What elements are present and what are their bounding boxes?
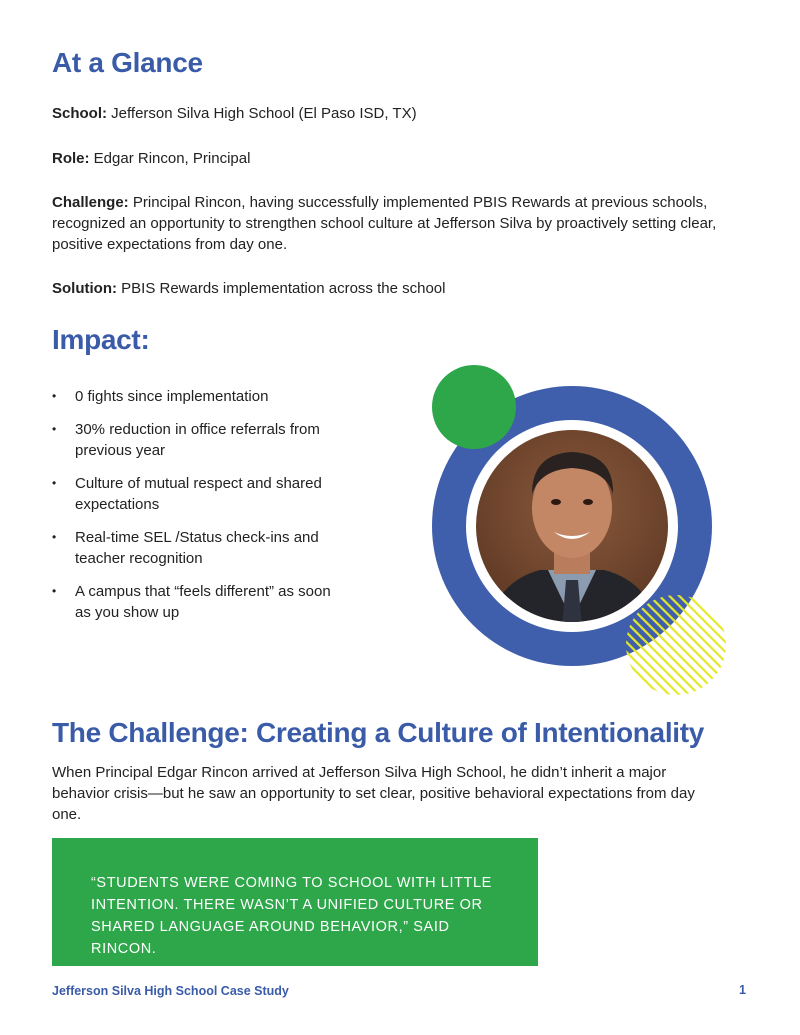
quote-text: “STUDENTS WERE COMING TO SCHOOL WITH LITTLE INTENTION. THERE WASN’T A UNIFIED CULTURE OR SHARED LANGUAGE AROUND BEHAVIOR,” SAID RINCON. xyxy=(91,875,492,957)
footer-title: Jefferson Silva High School Case Study xyxy=(52,984,289,998)
impact-list xyxy=(52,386,335,635)
impact-heading: Impact: xyxy=(52,324,150,355)
impact-item: • A campus that “feels different” as soon as you show up xyxy=(52,581,335,623)
at-a-glance-heading: At a Glance xyxy=(52,47,203,78)
challenge-label: Challenge: xyxy=(52,194,129,211)
challenge-body: When Principal Edgar Rincon arrived at Jefferson Silva High School, he didn’t inherit a major behavior crisis—but he saw an opportunity to set clear, positive behavioral expectations from day one. xyxy=(52,764,695,823)
quote-box xyxy=(52,838,538,966)
challenge-value: Principal Rincon, having successfully implemented PBIS Rewards at previous schools, recognized an opportunity to strengthen school culture at Jefferson Silva by proactively setting clear, positive expectations from day one. xyxy=(52,194,717,253)
school-value: Jefferson Silva High School (El Paso ISD, TX) xyxy=(111,105,417,122)
school-label: School: xyxy=(52,105,107,122)
impact-item: • Culture of mutual respect and shared expectations xyxy=(52,473,335,515)
page-number: 1 xyxy=(739,983,746,997)
school-line xyxy=(52,103,742,124)
impact-item: • 30% reduction in office referrals from previous year xyxy=(52,419,335,461)
hatched-circle xyxy=(626,595,726,695)
green-circle xyxy=(432,365,516,449)
role-value: Edgar Rincon, Principal xyxy=(93,150,251,167)
role-line xyxy=(52,148,742,169)
challenge-heading: The Challenge: Creating a Culture of Intentionality xyxy=(52,717,705,748)
solution-value: PBIS Rewards implementation across the school xyxy=(121,280,446,297)
impact-item: • Real-time SEL /Status check-ins and teacher recognition xyxy=(52,527,335,569)
challenge-line xyxy=(52,192,732,255)
solution-label: Solution: xyxy=(52,280,117,297)
impact-item: • 0 fights since implementation xyxy=(52,386,335,407)
portrait-graphic xyxy=(420,358,740,703)
role-label: Role: xyxy=(52,150,90,167)
solution-line xyxy=(52,278,742,299)
